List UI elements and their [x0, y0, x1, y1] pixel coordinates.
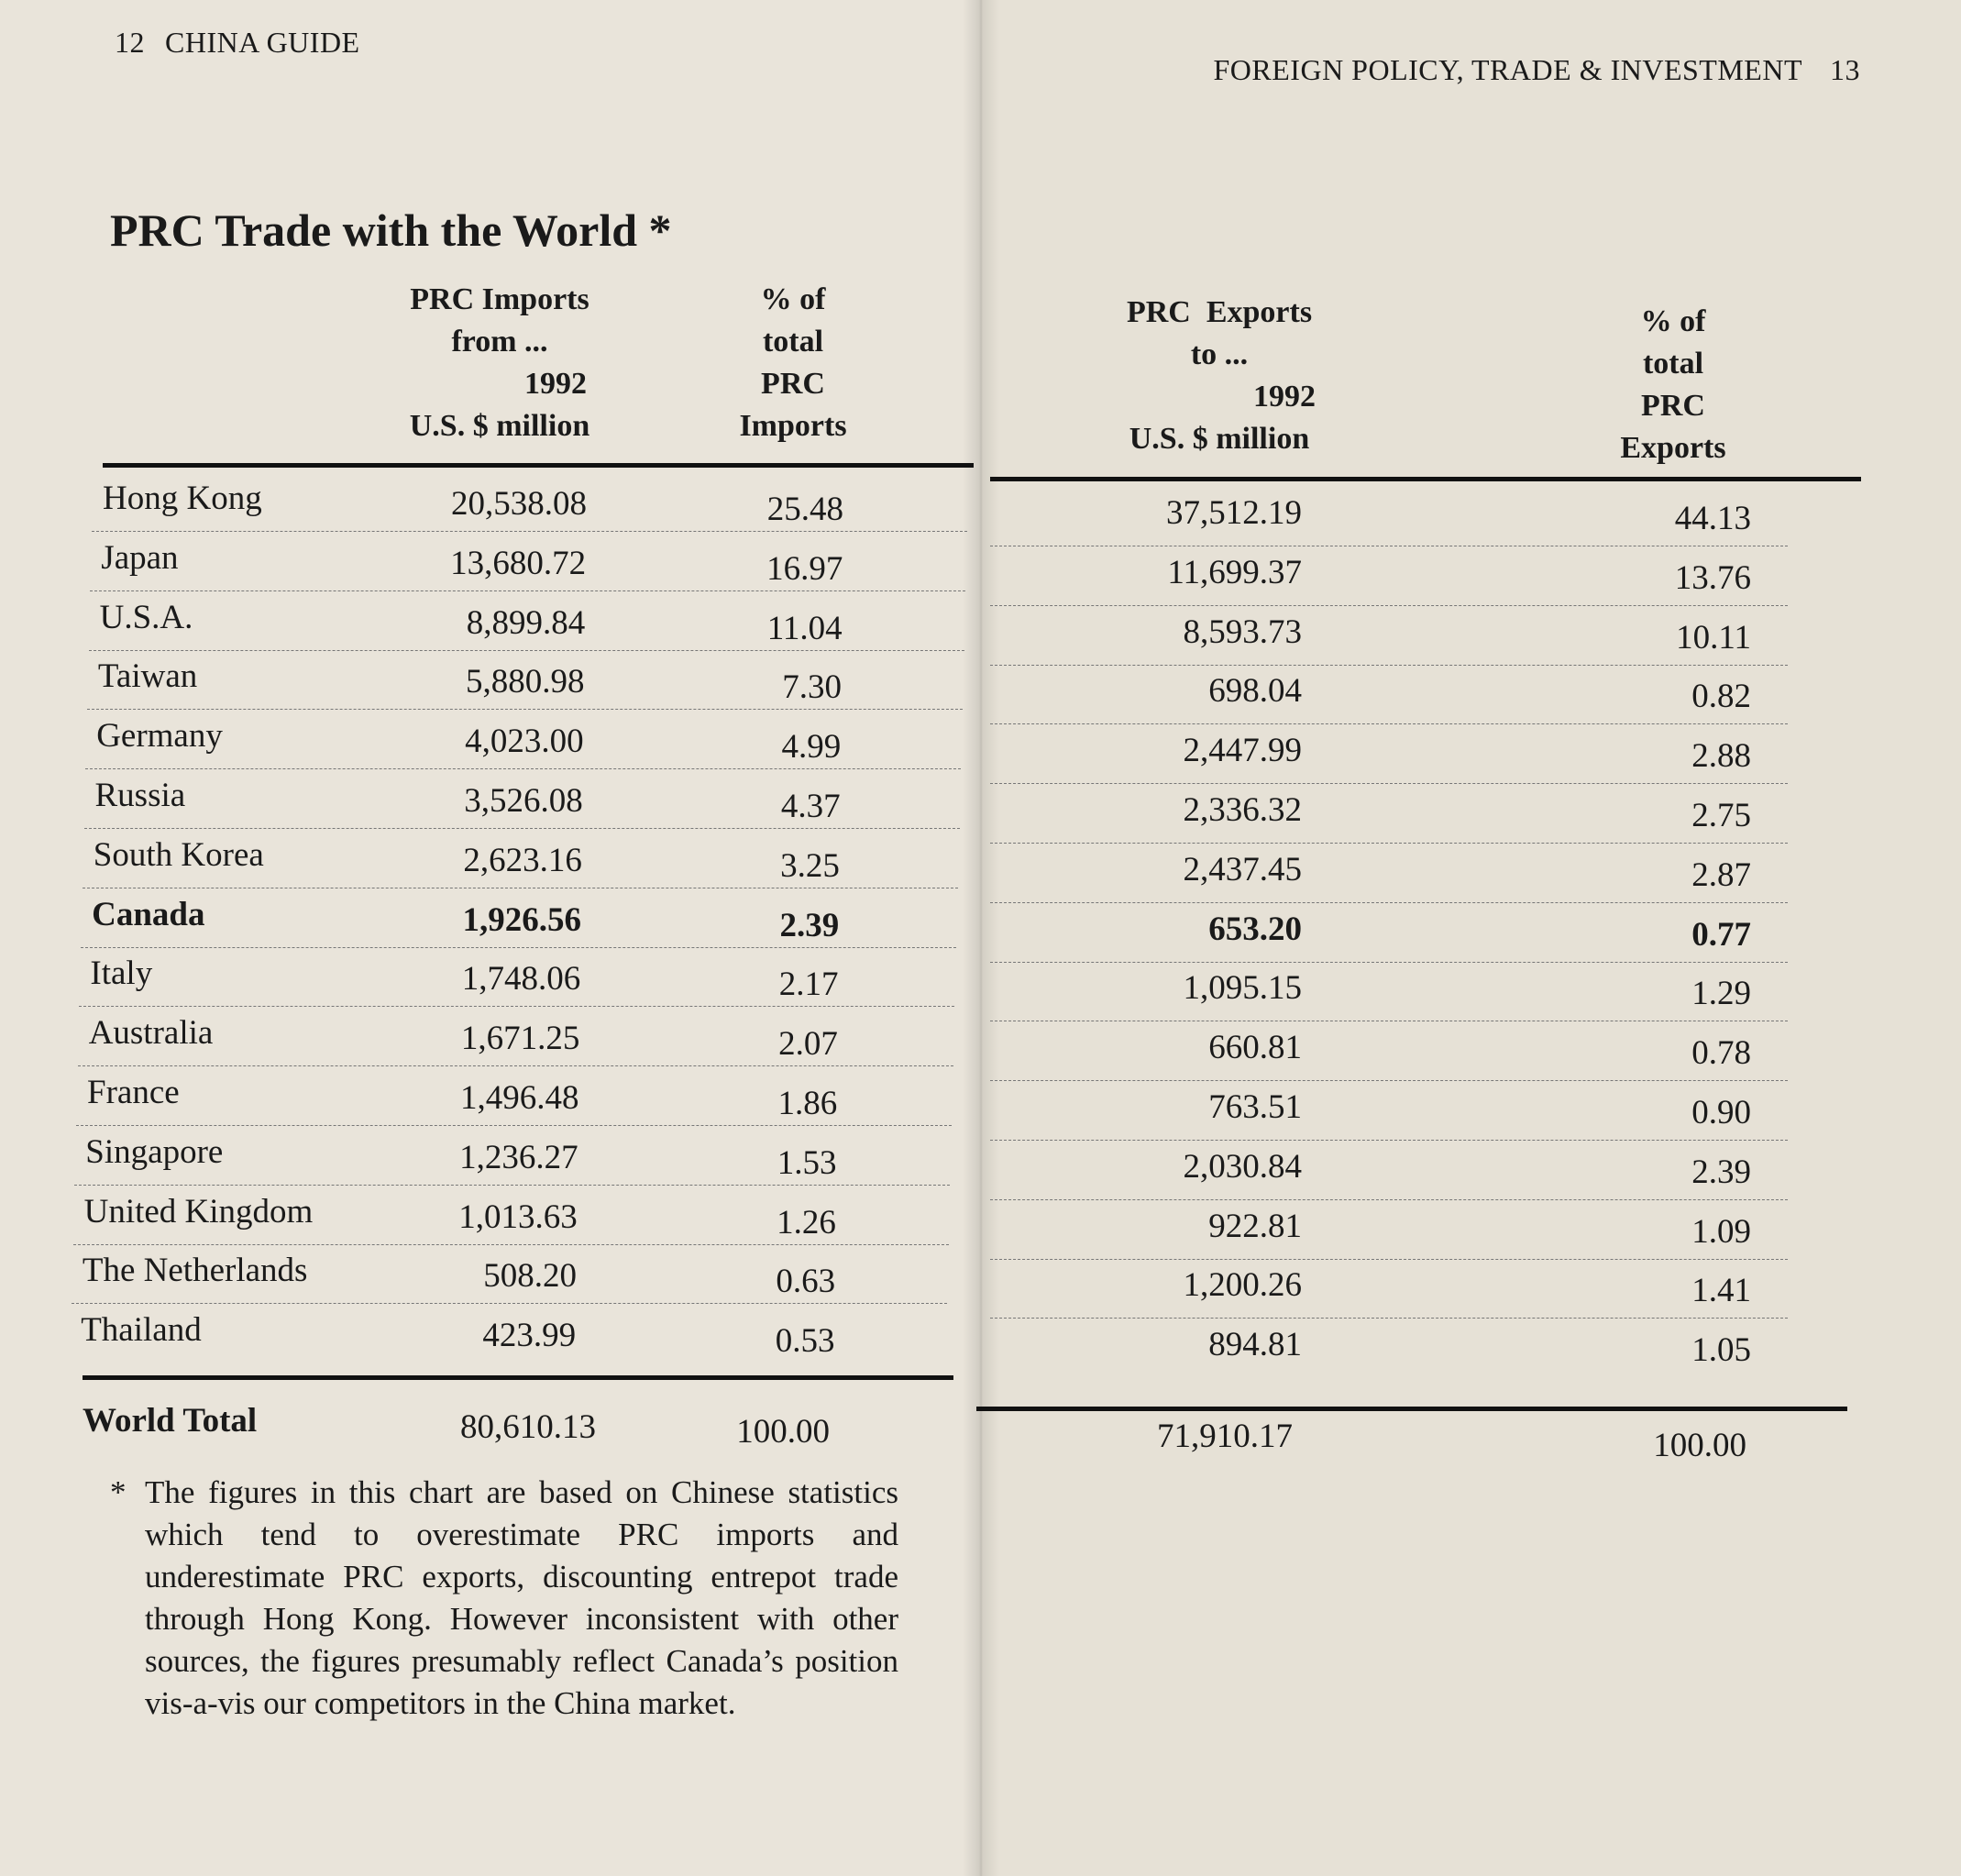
header-line: total — [1642, 347, 1704, 381]
row-country: France — [87, 1074, 180, 1111]
row-imports: 1,236.27 — [459, 1138, 578, 1176]
row-imports: 1,013.63 — [458, 1197, 578, 1236]
row-imports-pct: 11.04 — [766, 609, 843, 647]
world-total-exports: 71,910.17 — [1157, 1418, 1293, 1455]
footnote-marker: * — [110, 1474, 127, 1510]
imports-pct-column-header — [724, 279, 862, 447]
row-exports: 37,512.19 — [1166, 494, 1302, 532]
footnote — [110, 1472, 898, 1725]
row-divider — [78, 1065, 953, 1066]
row-exports: 2,030.84 — [1183, 1147, 1302, 1186]
row-divider — [92, 531, 967, 532]
row-divider — [990, 1199, 1788, 1200]
row-divider — [74, 1185, 950, 1186]
row-divider — [990, 665, 1788, 666]
row-divider — [990, 1318, 1788, 1319]
row-country: Taiwan — [97, 657, 198, 696]
row-exports-pct: 1.05 — [1691, 1331, 1751, 1370]
row-imports-pct: 1.26 — [777, 1203, 836, 1241]
row-imports-pct: 1.53 — [777, 1143, 837, 1182]
row-imports: 1,926.56 — [462, 900, 582, 939]
row-imports-pct: 4.99 — [781, 728, 842, 767]
row-exports-pct: 10.11 — [1676, 618, 1751, 657]
row-exports: 11,699.37 — [1167, 553, 1302, 591]
row-exports: 2,447.99 — [1183, 732, 1302, 770]
world-total-imports-pct: 100.00 — [736, 1413, 830, 1451]
header-line: U.S. $ million — [1129, 422, 1310, 456]
row-divider — [990, 962, 1788, 963]
world-total-imports: 80,610.13 — [460, 1408, 596, 1446]
header-line: from ... — [451, 325, 548, 359]
row-exports: 8,593.73 — [1183, 612, 1302, 651]
row-country: Singapore — [85, 1132, 224, 1171]
row-exports-pct: 0.90 — [1691, 1094, 1751, 1131]
row-country: United Kingdom — [83, 1192, 314, 1230]
row-imports-pct: 1.86 — [777, 1085, 838, 1122]
row-country: Japan — [101, 538, 179, 577]
row-country: South Korea — [93, 835, 264, 874]
row-exports: 922.81 — [1208, 1207, 1302, 1245]
row-exports-pct: 1.09 — [1691, 1212, 1751, 1251]
header-line: PRC Imports — [410, 282, 589, 316]
book-gutter — [963, 0, 999, 1876]
table-title: PRC Trade with the World * — [110, 204, 672, 256]
row-exports: 2,437.45 — [1183, 850, 1302, 888]
row-exports: 763.51 — [1208, 1088, 1302, 1126]
row-divider — [89, 650, 964, 651]
header-line: PRC — [761, 367, 825, 401]
row-exports-pct: 2.88 — [1691, 737, 1751, 776]
row-exports-pct: 2.75 — [1691, 797, 1751, 834]
row-imports-pct: 2.07 — [778, 1025, 838, 1064]
header-line: 1992 — [1253, 380, 1316, 414]
row-imports-pct: 2.39 — [779, 906, 840, 944]
row-exports: 698.04 — [1208, 672, 1302, 711]
row-country: Thailand — [81, 1311, 202, 1350]
row-divider — [87, 709, 963, 710]
header-line: % of — [1640, 304, 1706, 338]
row-imports-pct: 16.97 — [766, 549, 843, 588]
row-exports-pct: 0.78 — [1691, 1034, 1751, 1073]
row-divider — [73, 1244, 949, 1245]
world-total-exports-pct: 100.00 — [1653, 1427, 1746, 1464]
row-country: Italy — [90, 955, 153, 993]
row-country: Canada — [92, 895, 205, 933]
row-exports: 660.81 — [1208, 1029, 1302, 1067]
row-divider — [990, 1080, 1788, 1081]
header-rule-right — [990, 477, 1861, 481]
total-rule-right — [976, 1407, 1847, 1411]
exports-column-header — [1082, 292, 1357, 460]
row-country: Germany — [96, 717, 223, 756]
row-imports: 508.20 — [483, 1257, 577, 1296]
header-line: % of — [760, 282, 826, 316]
row-imports: 1,671.25 — [460, 1020, 580, 1058]
row-divider — [990, 902, 1788, 903]
row-divider — [84, 828, 960, 829]
row-imports-pct: 0.53 — [775, 1322, 835, 1361]
row-divider — [90, 590, 965, 591]
header-line: PRC — [1641, 389, 1705, 423]
row-exports: 1,095.15 — [1183, 969, 1302, 1008]
row-imports: 1,748.06 — [461, 960, 581, 999]
row-exports-pct: 2.39 — [1691, 1153, 1751, 1191]
row-imports: 13,680.72 — [450, 544, 587, 582]
row-exports: 2,336.32 — [1183, 791, 1302, 829]
right-page-number: 13 — [1830, 53, 1860, 86]
row-exports-pct: 1.29 — [1691, 975, 1751, 1013]
row-exports: 653.20 — [1208, 910, 1302, 948]
row-exports-pct: 2.87 — [1691, 855, 1751, 894]
row-exports-pct: 44.13 — [1674, 500, 1751, 537]
row-imports: 20,538.08 — [451, 485, 587, 523]
row-divider — [990, 1259, 1788, 1260]
row-imports: 2,623.16 — [463, 841, 582, 879]
row-country: The Netherlands — [82, 1252, 308, 1290]
header-line: Imports — [739, 409, 847, 443]
row-divider — [79, 1006, 954, 1007]
row-country: Russia — [94, 777, 186, 814]
header-line: Exports — [1620, 431, 1726, 465]
imports-column-header — [376, 279, 623, 447]
row-imports: 5,880.98 — [465, 663, 585, 701]
row-exports-pct: 0.77 — [1691, 915, 1751, 954]
row-country: U.S.A. — [99, 598, 193, 636]
row-imports-pct: 2.17 — [778, 966, 839, 1004]
row-imports: 423.99 — [482, 1317, 577, 1355]
right-running-head — [1214, 53, 1861, 87]
row-divider — [990, 723, 1788, 724]
header-line: 1992 — [524, 367, 587, 401]
row-country: Australia — [88, 1014, 214, 1053]
footnote-text: The figures in this chart are based on Chinese statistics which tend to overestimate PRC imports and underestimate PRC exports, discounting entrepot trade through Hong Kong. However inconsistent with other sources, the figures presumably reflect Canada’s position vis-a-vis our competitors in the China market. — [145, 1474, 898, 1721]
row-exports-pct: 0.82 — [1691, 678, 1751, 716]
header-line: to ... — [1190, 337, 1249, 371]
header-line: PRC Exports — [1126, 295, 1313, 329]
row-exports-pct: 13.76 — [1674, 558, 1751, 597]
right-running-head-text: FOREIGN POLICY, TRADE & INVESTMENT — [1213, 53, 1802, 86]
row-imports-pct: 25.48 — [766, 491, 843, 528]
row-exports: 894.81 — [1208, 1326, 1302, 1364]
left-running-head-text: CHINA GUIDE — [165, 26, 360, 59]
row-imports-pct: 4.37 — [780, 788, 841, 825]
header-line: total — [762, 325, 824, 359]
row-imports-pct: 7.30 — [782, 668, 842, 707]
exports-pct-column-header — [1595, 301, 1751, 469]
row-divider — [990, 605, 1788, 606]
row-exports: 1,200.26 — [1183, 1266, 1302, 1305]
row-imports: 4,023.00 — [465, 723, 584, 761]
row-divider — [990, 783, 1788, 784]
left-page-number: 12 — [115, 26, 145, 59]
row-imports-pct: 3.25 — [780, 846, 840, 885]
header-rule-left — [103, 463, 974, 468]
left-running-head — [115, 26, 360, 60]
row-exports-pct: 1.41 — [1691, 1272, 1751, 1310]
world-total-label: World Total — [83, 1402, 258, 1440]
total-rule-left — [83, 1375, 953, 1380]
row-divider — [81, 947, 956, 948]
row-divider — [76, 1125, 952, 1126]
header-line: U.S. $ million — [409, 409, 590, 443]
row-imports-pct: 0.63 — [776, 1263, 836, 1301]
row-divider — [85, 768, 961, 769]
row-divider — [990, 1140, 1788, 1141]
row-imports: 3,526.08 — [464, 782, 583, 820]
row-imports: 8,899.84 — [466, 603, 586, 642]
row-country: Hong Kong — [103, 480, 262, 517]
row-divider — [990, 843, 1788, 844]
row-imports: 1,496.48 — [460, 1079, 579, 1117]
row-divider — [72, 1303, 947, 1304]
